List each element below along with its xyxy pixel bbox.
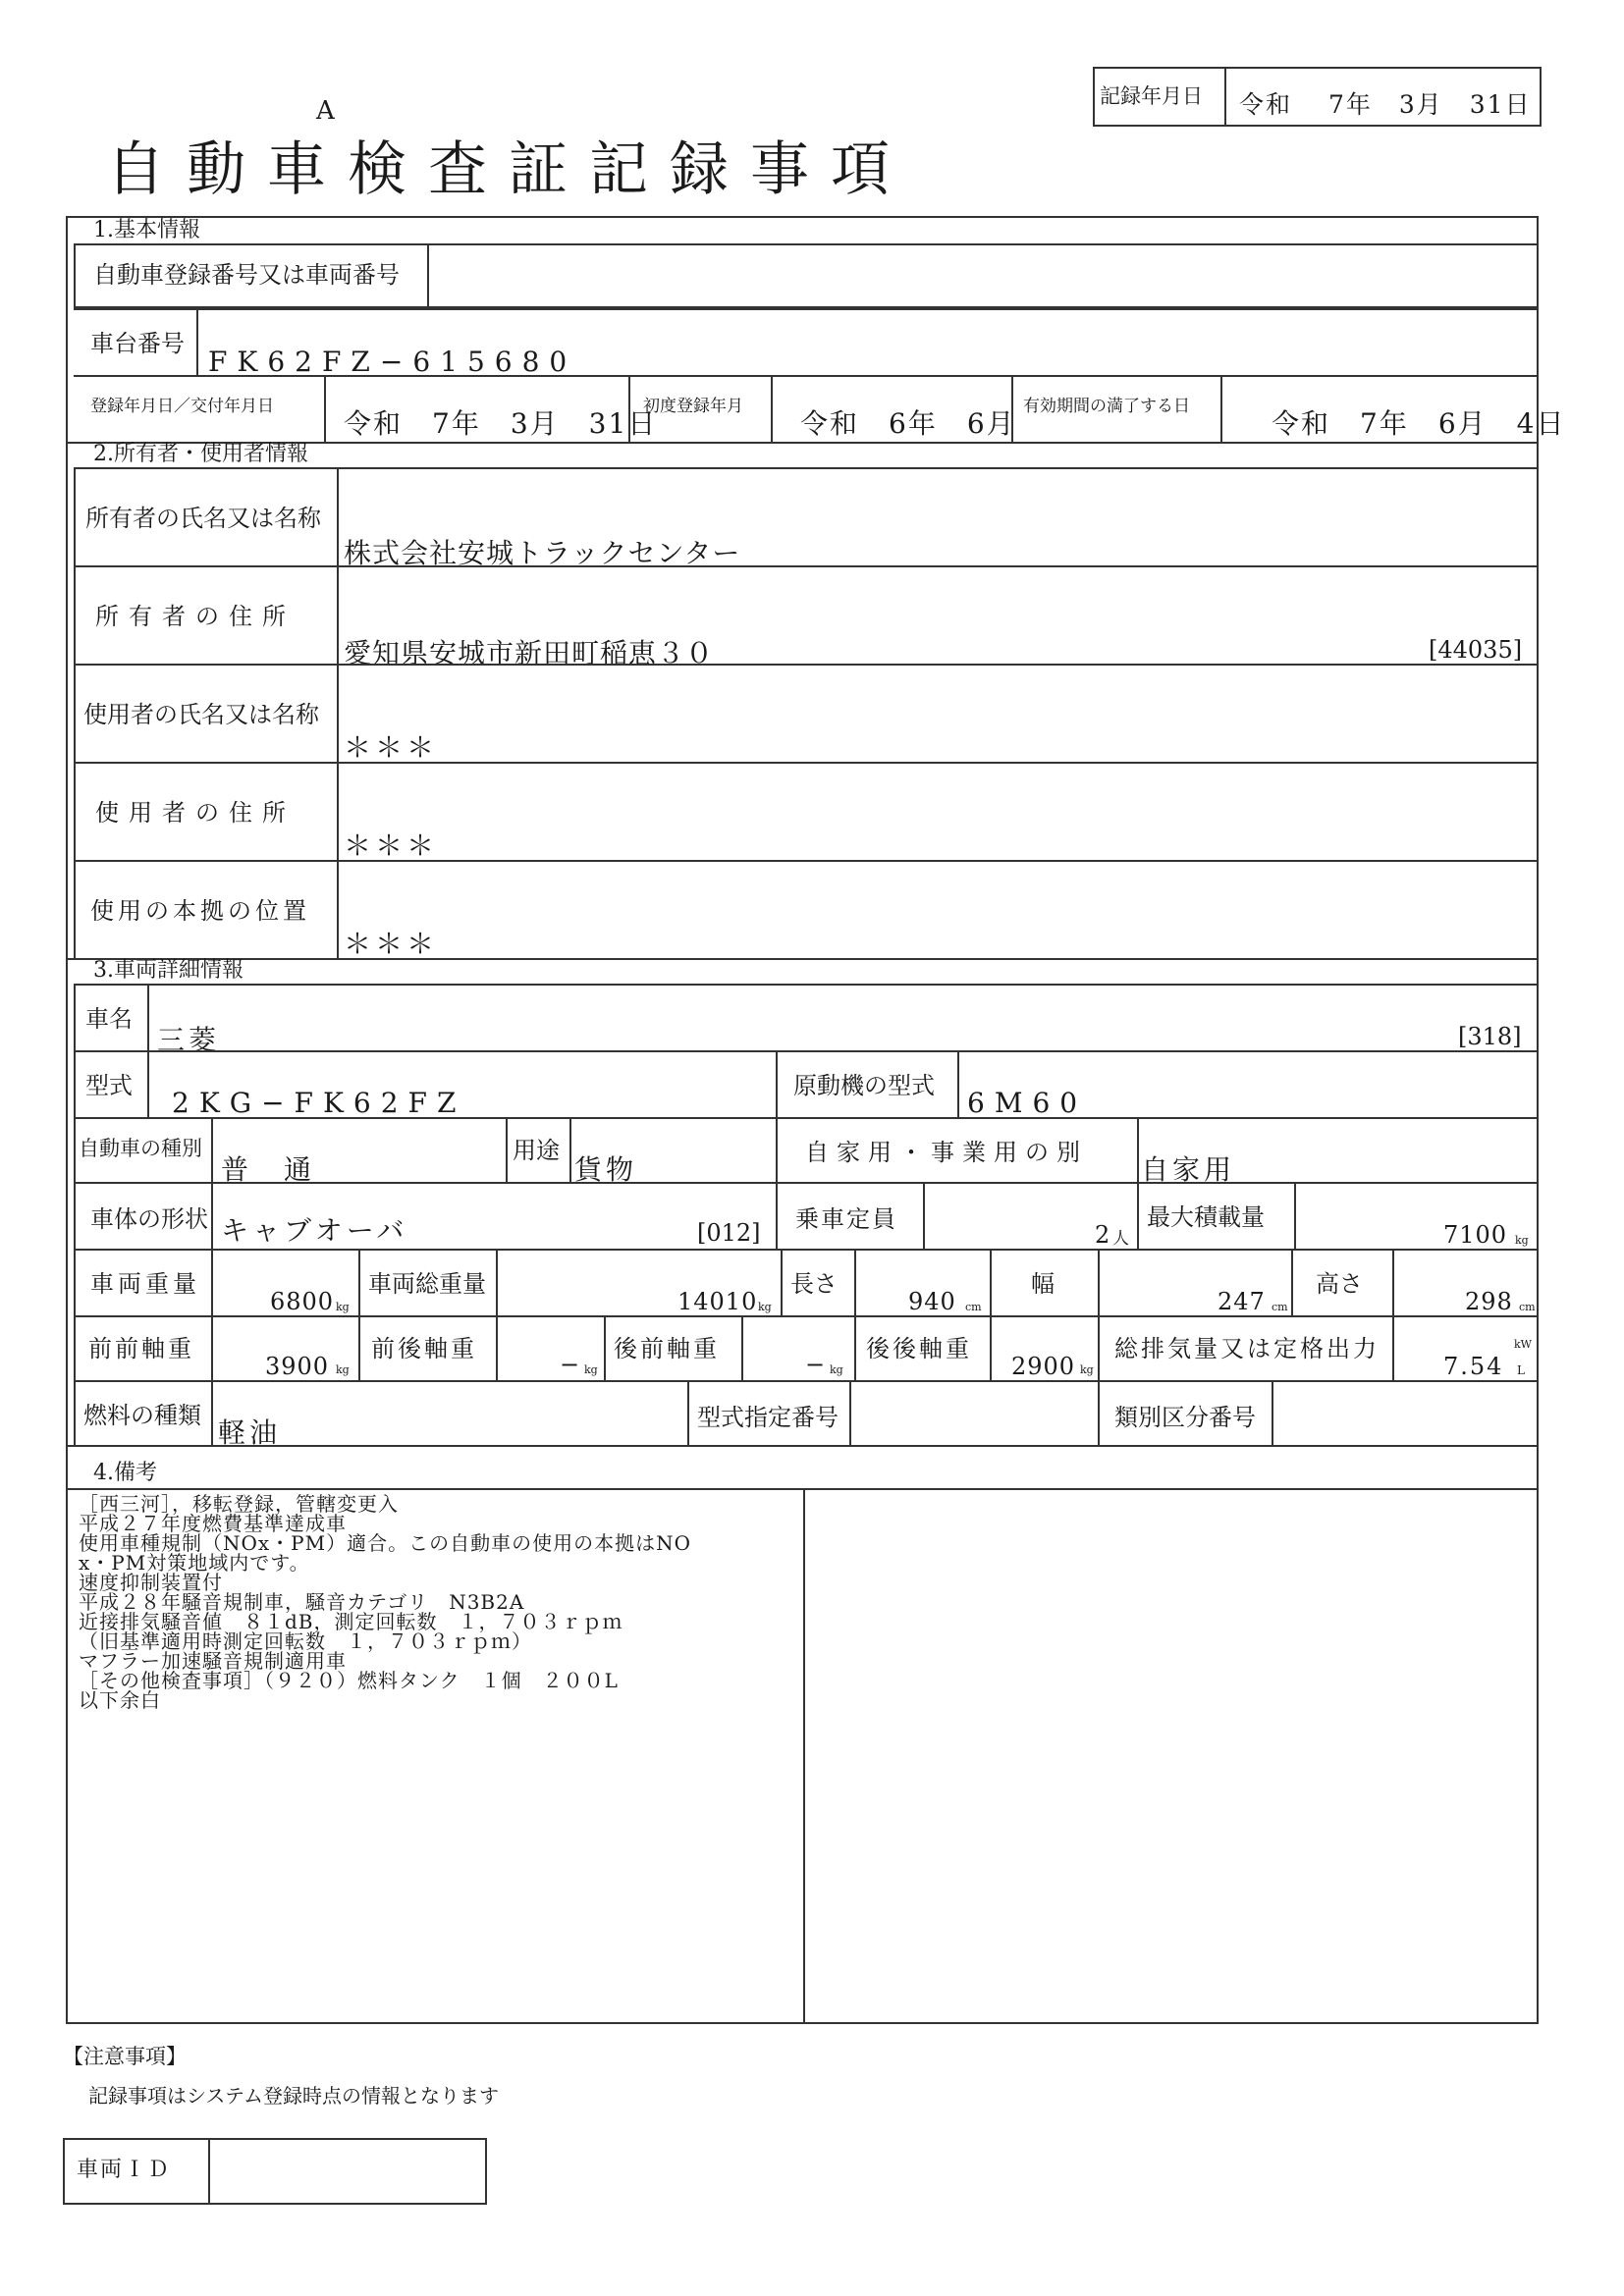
- displacement-value: 7.54: [1443, 1353, 1504, 1380]
- capacity-value: 2: [1095, 1221, 1114, 1249]
- page-title: 自動車検査証記録事項: [106, 135, 911, 204]
- expiry-value: 令和 7年 6月 4日: [1272, 407, 1566, 440]
- displacement-unit-bottom: L: [1517, 1363, 1525, 1377]
- owner-addr-label: 所有者の住所: [95, 603, 296, 630]
- chassis-value: FK62FZ−615680: [208, 346, 577, 378]
- capacity-unit: 人: [1112, 1229, 1129, 1249]
- first-reg-label: 初度登録年月: [643, 397, 743, 416]
- class-label: 類別区分番号: [1114, 1404, 1256, 1431]
- width-unit: cm: [1272, 1301, 1288, 1313]
- maker-label: 車名: [85, 1005, 133, 1033]
- remarks-text: ［西三河］，移転登録，管轄変更入 平成２７年度燃費基準達成車 使用車種規制（NOx・PM）適合。この自動車の使用の本拠はNO x・PM対策地域内です。 速度抑制装置付 平成２８年騒音規制車，騒音カテゴリ N3B2A 近接排気騒音値 ８１dB，測定回転数 １，７０３ｒｐｍ （旧基準適用時測定回転数 １，７０３ｒｐｍ） マフラー加速騒音規制適用車 ［その他検査事項］（９２０）燃料タンク １個 ２００L 以下余白: [79, 1492, 692, 1712]
- user-name-label: 使用者の氏名又は名称: [83, 701, 319, 728]
- fuel-value: 軽油: [218, 1416, 282, 1449]
- section1-heading: 1.基本情報: [93, 218, 200, 242]
- displacement-label: 総排気量又は定格出力: [1114, 1335, 1380, 1362]
- user-addr-value: ＊＊＊: [344, 829, 439, 862]
- chassis-label: 車台番号: [90, 330, 185, 357]
- base-value: ＊＊＊: [344, 928, 439, 960]
- kind-label: 自動車の種別: [79, 1137, 202, 1160]
- width-value: 247: [1218, 1288, 1266, 1315]
- owner-name-value: 株式会社安城トラックセンター: [344, 537, 741, 569]
- capacity-label: 乗車定員: [795, 1205, 897, 1233]
- body-value: キャブオーバ: [221, 1214, 408, 1247]
- rr-axle-value: 2900: [1011, 1353, 1076, 1380]
- owner-addr-value: 愛知県安城市新田町稲恵３０: [344, 637, 715, 669]
- base-label: 使用の本拠の位置: [90, 897, 310, 925]
- vehicle-id-label: 車両ＩＤ: [77, 2158, 172, 2182]
- ff-axle-unit: kg: [336, 1363, 350, 1376]
- height-unit: cm: [1519, 1301, 1536, 1313]
- user-addr-label: 使用者の住所: [95, 799, 296, 827]
- reg-date-label: 登録年月日／交付年月日: [90, 397, 274, 416]
- kind-value: 普 通: [221, 1153, 316, 1186]
- maxload-label: 最大積載量: [1147, 1203, 1265, 1231]
- record-date-label: 記録年月日: [1100, 84, 1203, 108]
- private-value: 自家用: [1141, 1153, 1236, 1186]
- maxload-value: 7100: [1443, 1221, 1508, 1249]
- height-value: 298: [1465, 1288, 1513, 1315]
- reg-number-label: 自動車登録番号又は車両番号: [93, 261, 400, 289]
- body-code: [012]: [697, 1219, 761, 1247]
- model-label: 型式: [85, 1072, 133, 1099]
- type-designation-label: 型式指定番号: [697, 1404, 839, 1431]
- rf-axle-value: −: [805, 1351, 826, 1378]
- maker-code: [318]: [1458, 1023, 1522, 1050]
- displacement-unit-top: kW: [1514, 1338, 1532, 1351]
- rf-axle-label: 後前軸重: [614, 1335, 720, 1362]
- use-value: 貨物: [574, 1153, 638, 1186]
- width-label: 幅: [1031, 1270, 1055, 1298]
- maker-value: 三菱: [157, 1024, 221, 1056]
- model-value: 2KG−FK62FZ: [172, 1087, 466, 1119]
- weight-value: 6800: [270, 1288, 335, 1315]
- rf-axle-unit: kg: [830, 1363, 843, 1376]
- section4-heading: 4.備考: [93, 1461, 157, 1485]
- ff-axle-value: 3900: [265, 1353, 330, 1380]
- record-date-value: 令和 7年 3月 31日: [1239, 90, 1532, 119]
- use-label: 用途: [513, 1137, 560, 1164]
- rr-axle-label: 後後軸重: [866, 1335, 972, 1362]
- main-form: [66, 216, 1539, 2024]
- section3-heading: 3.車両詳細情報: [93, 958, 244, 983]
- fr-axle-value: −: [560, 1351, 580, 1378]
- gross-unit: kg: [758, 1301, 772, 1313]
- maxload-unit: kg: [1515, 1234, 1529, 1247]
- length-label: 長さ: [790, 1270, 838, 1298]
- rr-axle-unit: kg: [1080, 1363, 1094, 1376]
- form-mark: A: [316, 96, 335, 126]
- weight-label: 車両重量: [90, 1270, 200, 1298]
- notes-text: 記録事項はシステム登録時点の情報となります: [88, 2084, 499, 2108]
- owner-name-label: 所有者の氏名又は名称: [85, 505, 321, 532]
- user-name-value: ＊＊＊: [344, 731, 439, 764]
- fuel-label: 燃料の種類: [83, 1402, 201, 1429]
- owner-addr-code: [44035]: [1429, 636, 1523, 664]
- ff-axle-label: 前前軸重: [88, 1335, 194, 1362]
- first-reg-value: 令和 6年 6月: [800, 407, 1016, 440]
- section2-heading: 2.所有者・使用者情報: [93, 442, 308, 466]
- body-label: 車体の形状: [90, 1205, 208, 1233]
- private-label: 自家用・事業用の別: [805, 1139, 1088, 1166]
- reg-date-value: 令和 7年 3月 31日: [344, 407, 658, 440]
- length-unit: cm: [965, 1301, 982, 1313]
- fr-axle-unit: kg: [584, 1363, 598, 1376]
- fr-axle-label: 前後軸重: [371, 1335, 477, 1362]
- gross-label: 車両総重量: [368, 1270, 486, 1298]
- height-label: 高さ: [1316, 1270, 1363, 1298]
- gross-value: 14010: [677, 1288, 758, 1315]
- engine-label: 原動機の型式: [793, 1072, 935, 1099]
- length-value: 940: [908, 1288, 956, 1315]
- weight-unit: kg: [336, 1301, 350, 1313]
- notes-heading: 【注意事項】: [63, 2045, 187, 2068]
- engine-value: 6M60: [967, 1087, 1088, 1119]
- expiry-label: 有効期間の満了する日: [1023, 397, 1190, 416]
